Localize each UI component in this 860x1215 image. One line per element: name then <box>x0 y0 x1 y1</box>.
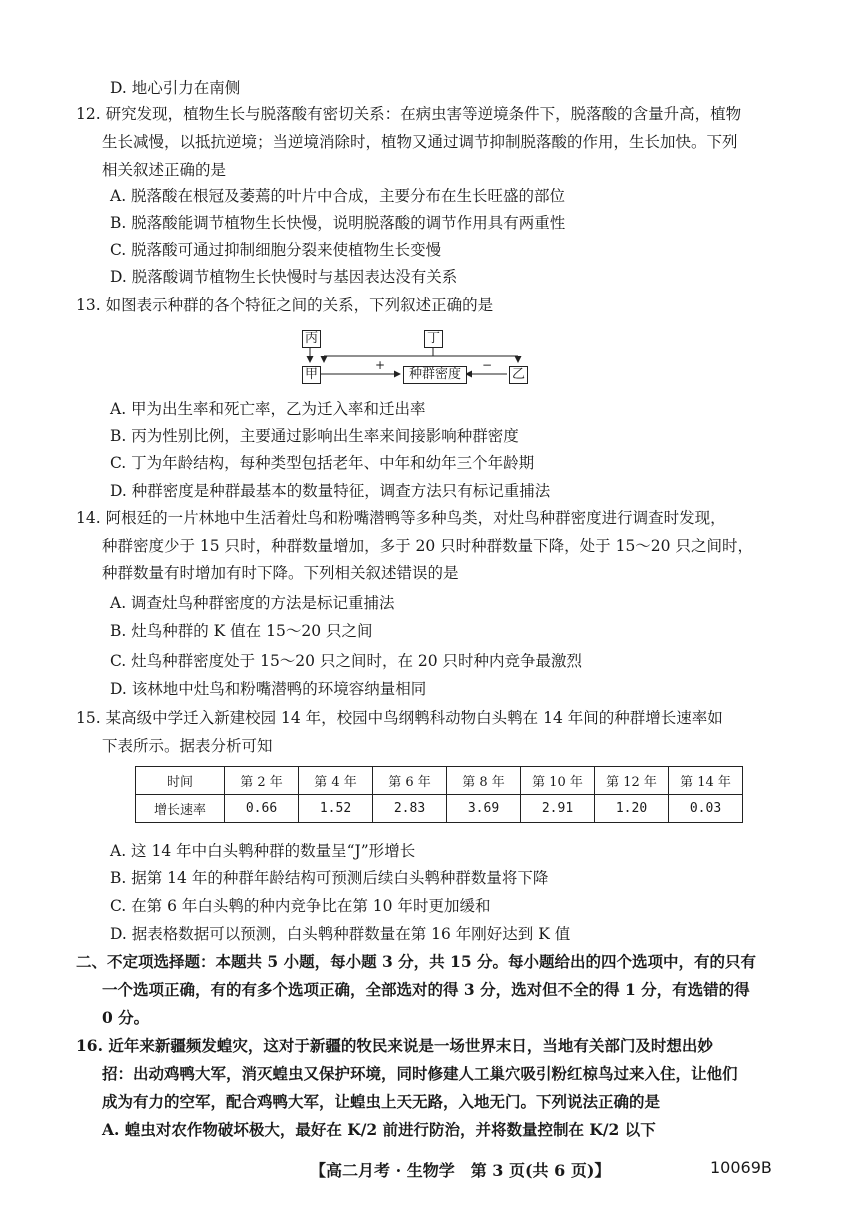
table-cell-year: 第 8 年 <box>447 767 521 795</box>
q16-stem-line-2: 招：出动鸡鸭大军，消灭蝗虫又保护环境，同时修建人工巢穴吸引粉红椋鸟过来入住，让他们 <box>102 1064 738 1083</box>
page-footer: 【高二月考 · 生物学 第 3 页(共 6 页)】 <box>310 1161 611 1180</box>
diagram-plus-sign: + <box>375 358 386 372</box>
q16-stem-line-1: 16. 近年来新疆频发蝗灾，这对于新疆的牧民来说是一场世界末日，当地有关部门及时想出妙 <box>76 1036 713 1055</box>
q12-stem-line-2: 生长减慢，以抵抗逆境；当逆境消除时，植物又通过调节抑制脱落酸的作用，生长加快。下列 <box>102 133 738 151</box>
table-row-rates <box>136 795 743 823</box>
diagram-minus-sign: − <box>482 358 493 372</box>
q15-option-a: A. 这 14 年中白头鹎种群的数量呈“J”形增长 <box>110 842 416 860</box>
table-cell-rate: 2.91 <box>521 795 595 823</box>
q15-option-b: B. 据第 14 年的种群年龄结构可预测后续白头鹎种群数量将下降 <box>110 869 549 887</box>
q16-option-a: A. 蝗虫对农作物破坏极大，最好在 K/2 前进行防治，并将数量控制在 K/2 以下 <box>102 1120 656 1139</box>
table-cell-rate: 0.66 <box>225 795 299 823</box>
section-2-instructions-line-2: 一个选项正确，有的有多个选项正确，全部选对的得 3 分，选对但不全的得 1 分，有选错的得 <box>102 980 750 999</box>
table-header-time: 时间 <box>136 767 225 795</box>
table-cell-year: 第 2 年 <box>225 767 299 795</box>
q13-stem: 13. 如图表示种群的各个特征之间的关系，下列叙述正确的是 <box>76 296 494 314</box>
section-2-instructions-line-3: 0 分。 <box>102 1008 150 1027</box>
q14-option-d: D. 该林地中灶鸟和粉嘴潜鸭的环境容纳量相同 <box>110 680 427 698</box>
table-cell-rate: 3.69 <box>447 795 521 823</box>
q14-stem-line-2: 种群密度少于 15 只时，种群数量增加，多于 20 只时种群数量下降，处于 15～20 只之间时， <box>102 537 753 555</box>
q15-option-d: D. 据表格数据可以预测，白头鹎种群数量在第 16 年刚好达到 K 值 <box>110 925 571 943</box>
table-header-rate: 增长速率 <box>136 795 225 823</box>
section-2-heading: 二、不定项选择题：本题共 5 小题，每小题 3 分，共 15 分。每小题给出的四个选项中，有的只有 <box>76 952 757 971</box>
q12-stem-line-1: 12. 研究发现，植物生长与脱落酸有密切关系：在病虫害等逆境条件下，脱落酸的含量升高，植物 <box>76 105 742 123</box>
q13-option-b: B. 丙为性别比例，主要通过影响出生率来间接影响种群密度 <box>110 427 519 445</box>
q15-stem-line-2: 下表所示。据表分析可知 <box>102 737 273 755</box>
q11-option-d: D. 地心引力在南侧 <box>110 79 241 97</box>
q12-stem-line-3: 相关叙述正确的是 <box>102 161 227 179</box>
q14-option-a: A. 调查灶鸟种群密度的方法是标记重捕法 <box>110 594 395 612</box>
table-cell-rate: 0.03 <box>669 795 743 823</box>
table-cell-year: 第 6 年 <box>373 767 447 795</box>
q13-option-a: A. 甲为出生率和死亡率，乙为迁入率和迁出率 <box>110 400 426 418</box>
diagram-node-bing: 丙 <box>302 330 321 348</box>
table-cell-year: 第 12 年 <box>595 767 669 795</box>
table-cell-year: 第 10 年 <box>521 767 595 795</box>
q12-option-d: D. 脱落酸调节植物生长快慢时与基因表达没有关系 <box>110 268 458 286</box>
table-cell-rate: 2.83 <box>373 795 447 823</box>
q12-option-b: B. 脱落酸能调节植物生长快慢，说明脱落酸的调节作用具有两重性 <box>110 214 566 232</box>
population-feature-diagram <box>300 328 540 390</box>
q13-option-c: C. 丁为年龄结构，每种类型包括老年、中年和幼年三个年龄期 <box>110 454 535 472</box>
q14-option-b: B. 灶鸟种群的 K 值在 15～20 只之间 <box>110 622 373 640</box>
q12-option-a: A. 脱落酸在根冠及萎蔫的叶片中合成，主要分布在生长旺盛的部位 <box>110 187 566 205</box>
q15-option-c: C. 在第 6 年白头鹎的种内竞争比在第 10 年时更加缓和 <box>110 897 491 915</box>
q14-stem-line-3: 种群数量有时增加有时下降。下列相关叙述错误的是 <box>102 564 459 582</box>
diagram-node-jia: 甲 <box>302 366 321 384</box>
diagram-node-yi: 乙 <box>509 366 528 384</box>
q14-stem-line-1: 14. 阿根廷的一片林地中生活着灶鸟和粉嘴潜鸭等多种鸟类，对灶鸟种群密度进行调查时发现， <box>76 509 726 527</box>
q12-option-c: C. 脱落酸可通过抑制细胞分裂来使植物生长变慢 <box>110 241 442 259</box>
q16-stem-line-3: 成为有力的空军，配合鸡鸭大军，让蝗虫上天无路，入地无门。下列说法正确的是 <box>102 1092 661 1111</box>
table-cell-year: 第 4 年 <box>299 767 373 795</box>
q13-option-d: D. 种群密度是种群最基本的数量特征，调查方法只有标记重捕法 <box>110 482 551 500</box>
growth-rate-table <box>135 766 743 823</box>
table-row-years <box>136 767 743 795</box>
q15-stem-line-1: 15. 某高级中学迁入新建校园 14 年，校园中鸟纲鹎科动物白头鹎在 14 年间的种群增长速率如 <box>76 709 723 727</box>
diagram-node-density: 种群密度 <box>403 366 467 384</box>
table-cell-rate: 1.52 <box>299 795 373 823</box>
diagram-node-ding: 丁 <box>424 330 443 348</box>
table-cell-year: 第 14 年 <box>669 767 743 795</box>
q14-option-c: C. 灶鸟种群密度处于 15～20 只之间时，在 20 只时种内竞争最激烈 <box>110 652 583 670</box>
table-cell-rate: 1.20 <box>595 795 669 823</box>
paper-code: 10069B <box>710 1158 772 1177</box>
